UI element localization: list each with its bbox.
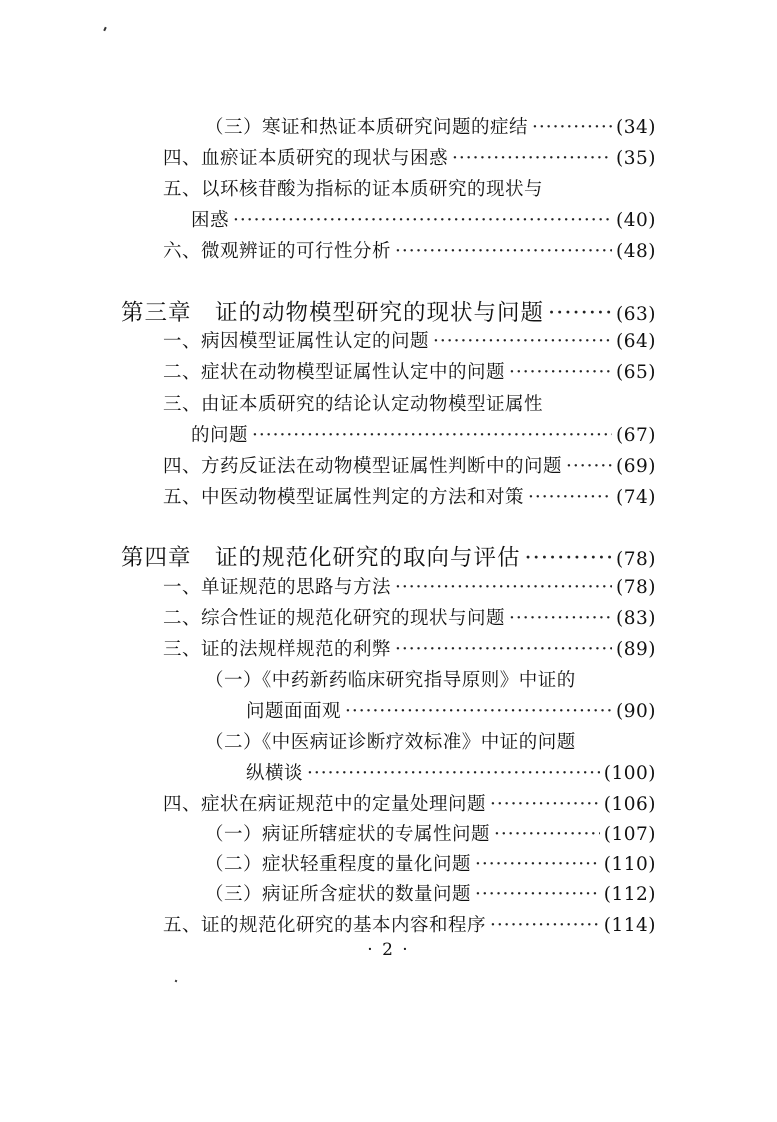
toc-entry-title-line[interactable]: （一）《中药新药临床研究指导原则》中证的: [205, 670, 576, 691]
toc-entry-page: (74): [616, 487, 656, 508]
toc-entry-page: (40): [616, 210, 656, 231]
toc-entry-title: 一、病因模型证属性认定的问题: [163, 331, 430, 352]
toc-entry-page: (83): [616, 608, 656, 629]
toc-entry-title: 三、证的法规样规范的利弊: [163, 639, 392, 660]
dot-leader: [525, 545, 613, 571]
toc-entry-title: （三）寒证和热证本质研究问题的症结: [205, 117, 529, 138]
toc-entry[interactable]: [163, 573, 656, 599]
toc-entry[interactable]: [163, 911, 656, 937]
toc-entry-page: (114): [603, 915, 656, 936]
toc-entry[interactable]: [163, 635, 656, 661]
toc-entry[interactable]: [163, 144, 656, 170]
dot-leader: [307, 763, 600, 784]
dot-leader: [252, 425, 612, 446]
toc-entry-title: （三）病证所含症状的数量问题: [205, 884, 472, 905]
toc-entry-title-line[interactable]: 五、以环核苷酸为指标的证本质研究的现状与: [163, 179, 544, 200]
toc-entry-title: 五、中医动物模型证属性判定的方法和对策: [163, 487, 525, 508]
toc-entry-page: (65): [616, 362, 656, 383]
toc-entry-title-line[interactable]: （二）《中医病证诊断疗效标准》中证的问题: [205, 732, 576, 753]
toc-entry-title: 二、症状在动物模型证属性认定中的问题: [163, 362, 506, 383]
toc-entry[interactable]: [246, 759, 656, 785]
toc-entry-title: 四、方药反证法在动物模型证属性判断中的问题: [163, 456, 563, 477]
toc-entry-title: （二）症状轻重程度的量化问题: [205, 854, 472, 875]
toc-entry-page: (78): [616, 549, 656, 570]
toc-entry-title: （一）病证所辖症状的专属性问题: [205, 824, 491, 845]
toc-entry-title-line[interactable]: 三、由证本质研究的结论认定动物模型证属性: [163, 394, 544, 415]
toc-entry[interactable]: [163, 358, 656, 384]
toc-entry-page: (107): [603, 824, 656, 845]
dot-leader: [566, 456, 612, 477]
dot-leader: [395, 639, 612, 660]
dot-leader: [475, 854, 600, 875]
toc-entry-page: (64): [616, 331, 656, 352]
dot-leader: [345, 701, 612, 722]
dot-leader: [494, 824, 600, 845]
toc-entry-title: 四、血瘀证本质研究的现状与困惑: [163, 148, 449, 169]
dot-leader: [433, 331, 612, 352]
toc-entry-page: (89): [616, 639, 656, 660]
toc-entry[interactable]: [205, 113, 656, 139]
toc-entry[interactable]: [191, 421, 656, 447]
toc-entry[interactable]: [246, 697, 656, 723]
toc-entry[interactable]: [191, 206, 656, 232]
toc-entry-title: 五、证的规范化研究的基本内容和程序: [163, 915, 487, 936]
toc-entry-title: 一、单证规范的思路与方法: [163, 577, 392, 598]
toc-entry[interactable]: [163, 604, 656, 630]
toc-entry-page: (110): [603, 854, 656, 875]
dot-leader: [490, 915, 600, 936]
toc-entry[interactable]: [205, 850, 656, 876]
toc-entry[interactable]: [163, 452, 656, 478]
dot-leader: [452, 148, 612, 169]
toc-chapter-title: 第四章 证的规范化研究的取向与评估: [121, 545, 521, 571]
toc-entry-page: (78): [616, 577, 656, 598]
toc-chapter-entry[interactable]: [121, 540, 656, 572]
toc-entry-title: 的问题: [191, 425, 249, 446]
dot-leader: [395, 241, 612, 262]
page-number: · 2 ·: [367, 940, 410, 960]
toc-entry-page: (63): [616, 304, 656, 325]
toc-entry-page: (48): [616, 241, 656, 262]
dot-leader: [475, 884, 600, 905]
toc-entry-page: (90): [616, 701, 656, 722]
ink-speck: [103, 27, 107, 31]
toc-entry-title: 困惑: [191, 210, 230, 231]
dot-leader: [233, 210, 612, 231]
toc-entry-page: (112): [603, 884, 656, 905]
dot-leader: [509, 362, 612, 383]
toc-entry-title: 六、微观辨证的可行性分析: [163, 241, 392, 262]
ink-speck: [175, 980, 178, 983]
toc-entry-page: (100): [603, 763, 656, 784]
dot-leader: [395, 577, 612, 598]
dot-leader: [532, 117, 612, 138]
dot-leader: [548, 300, 612, 326]
toc-entry-page: (35): [616, 148, 656, 169]
toc-entry-page: (67): [616, 425, 656, 446]
toc-entry[interactable]: [163, 327, 656, 353]
toc-entry[interactable]: [163, 237, 656, 263]
toc-chapter-entry[interactable]: [121, 295, 656, 327]
toc-entry[interactable]: [205, 820, 656, 846]
dot-leader: [509, 608, 612, 629]
toc-entry-page: (69): [616, 456, 656, 477]
toc-entry[interactable]: [163, 483, 656, 509]
toc-entry-title: 问题面面观: [246, 701, 342, 722]
toc-chapter-title: 第三章 证的动物模型研究的现状与问题: [121, 300, 545, 326]
toc-entry-title: 二、综合性证的规范化研究的现状与问题: [163, 608, 506, 629]
dot-leader: [490, 794, 600, 815]
toc-entry-title: 四、症状在病证规范中的定量处理问题: [163, 794, 487, 815]
toc-entry-page: (34): [616, 117, 656, 138]
dot-leader: [528, 487, 612, 508]
toc-entry[interactable]: [163, 790, 656, 816]
toc-entry[interactable]: [205, 880, 656, 906]
toc-entry-page: (106): [603, 794, 656, 815]
toc-entry-title: 纵横谈: [246, 763, 304, 784]
